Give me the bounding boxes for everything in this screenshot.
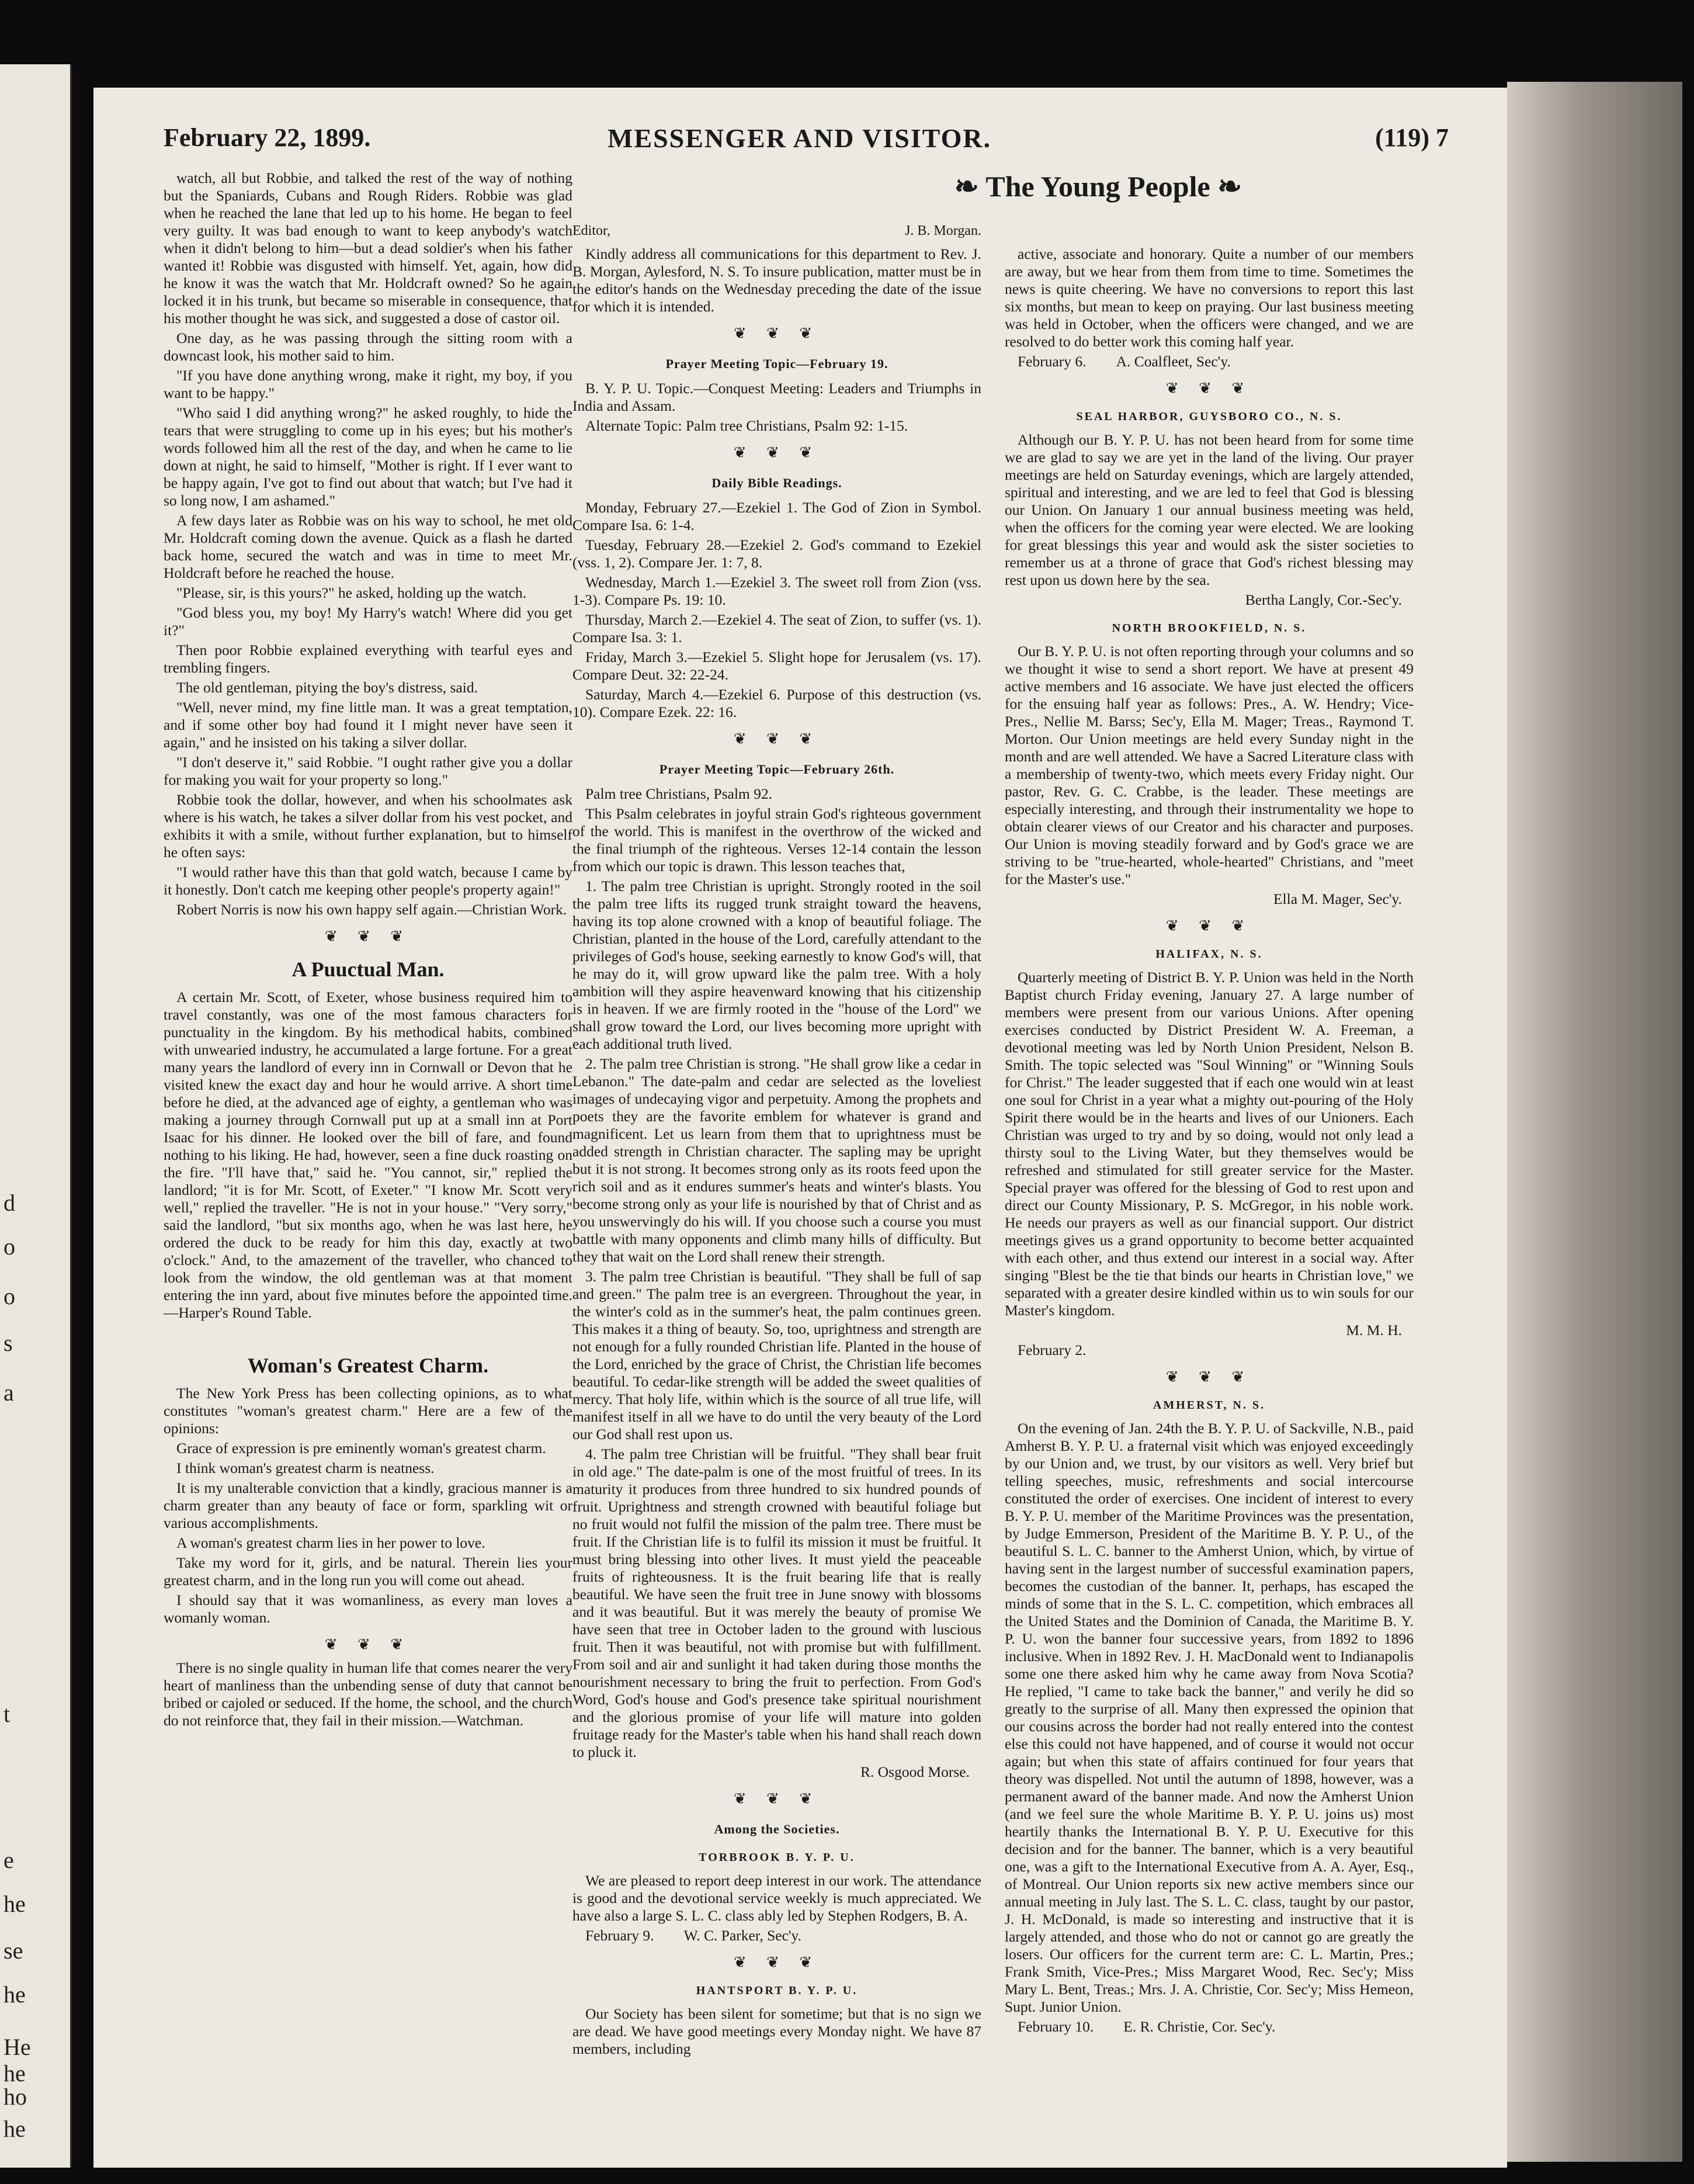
paragraph: Robert Norris is now his own happy self again.—Christian Work. — [176, 901, 567, 918]
section-heading: Prayer Meeting Topic—February 26th. — [659, 762, 895, 776]
section-heading: Prayer Meeting Topic—February 19. — [665, 356, 888, 371]
section-title: ❧ The Young People ❧ — [954, 170, 1242, 203]
fragment: he — [4, 2116, 26, 2142]
paragraph: B. Y. P. U. Topic.—Conquest Meeting: Leaders and Triumphs in India and Assam. — [572, 380, 981, 414]
fragment: e — [4, 1847, 14, 1873]
paragraph: "I would rather have this than that gold watch, because I came by it honestly. Don't catch me keeping other people's property again!" — [164, 864, 572, 898]
paragraph: A certain Mr. Scott, of Exeter, whose business required him to travel constantly, was one of the most famous characters for punctuality in the kingdom. By his methodical habits, combined with unwearied industry, he accumulated a large fortune. For a great many years the landlord of every inn in Cornwall or Devon that he visited knew the exact day and hour he would arrive. A short time before he died, at the advanced age of eighty, a gentleman who was making a journey through Cornwall put up at a small inn at Port Isaac for his dinner. He looked over the bill of fare, and found nothing to his liking. He had, however, seen a fine duck roasting on the fire. "I'll have that," said he. "You cannot, sir," replied the landlord; "it is for Mr. Scott, of Exeter." "I know Mr. Scott very well," replied the traveller. "He is not in your house." "Very sorry," said the landlord, "but six months ago, when he was last here, he ordered the duck to be ready for him this day, exactly at two o'clock." And, to the amazement of the traveller, who chanced to look from the window, the old gentleman was at that moment entering the inn yard, about five minutes before the appointed time.—Harper's Round Table. — [164, 989, 572, 1321]
society-heading: HALIFAX, N. S. — [1155, 948, 1263, 961]
paragraph: Quarterly meeting of District B. Y. P. Union was held in the North Baptist church Friday evening, January 27. A large number of members were present from our various Unions. After opening exercises conducted by District President W. A. Freeman, a devotional meeting was led by North Union President, Nelson B. Smith. The topic selected was "Soul Winning" or "Winning Souls for Christ." The leader suggested that if each one would win at least one soul for Christ in a year what a mighty out-pouring of the Holy Spirit there would be in the hearts and lives of our Unioners. Each Christian was urged to try and by so doing, would not only lead a thirsty soul to the Living Water, but they themselves would be refreshed and stimulated for still greater service for the Master. Special prayer was offered for the blessing of God to rest upon and direct our County Missionary, P. S. McGregor, in his noble work. He needs our prayers as well as our financial support. Our district meetings gives us a grand opportunity to become better acquainted with each other, and thus extend our interest in a social way. After singing "Blest be the tie that binds our hearts in Christian love," we separated with a greater desire kindled within us to win souls for our Master's kingdom. — [1005, 969, 1414, 1319]
paragraph: "Who said I did anything wrong?" he asked roughly, to hide the tears that were struggling to come up in his eyes; but his mother's words followed him all the rest of the day, and when he came to lie down at night, he said to himself, "Mother is right. If I ever want to be happy again, I've got to find out about that watch; but I've had it so long now, I am ashamed." — [164, 404, 572, 509]
paragraph: Saturday, March 4.—Ezekiel 6. Purpose of this destruction (vs. 10). Compare Ezek. 22: 16. — [572, 686, 981, 720]
ornament-divider: ❦ ❦ ❦ — [733, 730, 821, 747]
paragraph: 3. The palm tree Christian is beautiful. "They shall be full of sap and green." The palm tree is an evergreen. Throughout the year, in the winter's cold as in the summer's heat, the palm continues green. This makes it a thing of beauty. So, too, uprightness and strength are not enough for a fully rounded Christian life. Planted in the house of the Lord, enriched by the grace of Christ, the Christian life becomes beautiful. To cedar-like strength will be added the sweet qualities of mercy. That holy life, within which is the source of all true life, will manifest itself in all we have to do until the very beauty of the Lord our God shall rest upon us. — [572, 1268, 981, 1443]
society-heading: SEAL HARBOR, GUYSBORO CO., N. S. — [1076, 410, 1342, 423]
article-title: Woman's Greatest Charm. — [247, 1354, 489, 1377]
ornament-divider: ❦ ❦ ❦ — [324, 1636, 412, 1653]
signature: Ella M. Mager, Sec'y. — [1273, 890, 1402, 907]
paper-title: MESSENGER AND VISITOR. — [608, 123, 992, 153]
paragraph: Take my word for it, girls, and be natural. Therein lies your greatest charm, and in the long run you will come out ahead. — [164, 1554, 572, 1589]
book-spine — [1507, 82, 1682, 2162]
paragraph: Robbie took the dollar, however, and when his schoolmates ask where is his watch, he takes a silver dollar from his vest pocket, and exhibits it with a smile, without further explanation, but to himself he often says: — [164, 791, 572, 861]
paragraph: It is my unalterable conviction that a kindly, gracious manner is a charm greater than any beauty of face or form, sparkling wit or various accomplishments. — [164, 1479, 572, 1531]
paragraph: Alternate Topic: Palm tree Christians, Psalm 92: 1-15. — [585, 417, 908, 434]
paragraph: I should say that it was womanliness, as every man loves a womanly woman. — [164, 1592, 572, 1626]
fragment: d — [4, 1190, 15, 1216]
paragraph: Wednesday, March 1.—Ezekiel 3. The sweet roll from Zion (vss. 1-3). Compare Ps. 19: 10. — [572, 574, 981, 608]
dateline: February 6. A. Coalfleet, Sec'y. — [1018, 353, 1231, 370]
paragraph: Friday, March 3.—Ezekiel 5. Slight hope for Jerusalem (vs. 17). Compare Deut. 32: 22-24. — [572, 649, 981, 683]
society-heading: TORBROOK B. Y. P. U. — [699, 1851, 855, 1864]
signature: M. M. H. — [1346, 1322, 1402, 1339]
article-title: A Puuctual Man. — [291, 958, 445, 981]
fragment: s — [4, 1330, 13, 1356]
paragraph: Although our B. Y. P. U. has not been heard from for some time we are glad to say we are yet in the land of the living. Our prayer meetings are held on Saturday evenings, which are largely attended, spiritual and interesting, and we are led to feel that God is blessing our Union. On January 1 our annual business meeting was held, when the officers for the coming year were elected. We are looking for great blessings this year and would ask the sister societies to remember us at a throne of grace that God's richest blessing may rest upon us down here by the sea. — [1005, 431, 1414, 588]
paragraph: 1. The palm tree Christian is upright. Strongly rooted in the soil the palm tree lifts its rugged trunk straight toward the heavens, having its top alone crowned with a knop of beautiful foliage. The Christian, planted in the house of the Lord, carefully attendant to the privileges of God's house, seeking earnestly to know God's will, that he may do it, will grow upward like the palm tree. With a holy ambition will they aspire heavenward knowing that his citizenship is in heaven. If we are firmly rooted in the "house of the Lord" we shall grow toward the Lord, our lives becoming more upright with each additional truth lived. — [572, 878, 981, 1052]
fragment: he — [4, 1891, 26, 1917]
paragraph: watch, all but Robbie, and talked the rest of the way of nothing but the Spaniards, Cubans and Rough Riders. Robbie was glad when he reached the lane that led up to his home. He began to feel very guilty. It was bad enough to want to keep anybody's watch when it didn't belong to him—but a dead soldier's when his father wanted it! Robbie was disgusted with himself. Yet, again, how did he know it was the watch that Mr. Holdcraft owned? So he again locked it in his trunk, but became so miserable in consequence, that his mother thought he was sick, and suggested a dose of castor oil. — [164, 169, 572, 327]
fragment: o — [4, 1233, 15, 1260]
column-3 — [1005, 245, 1414, 2038]
paragraph: The New York Press has been collecting opinions, as to what constitutes "woman's greatest charm." Here are a few of the opinions: — [164, 1385, 572, 1437]
editor-label: Editor, — [572, 223, 611, 238]
ornament-divider: ❦ ❦ ❦ — [733, 325, 821, 342]
society-heading: HANTSPORT B. Y. P. U. — [696, 1984, 858, 1997]
paragraph: Our Society has been silent for sometime; but that is no sign we are dead. We have good meetings every Monday night. We have 87 members, including — [572, 2005, 981, 2057]
editor-line — [572, 222, 981, 240]
signature: R. Osgood Morse. — [860, 1763, 970, 1780]
page-number: (119) 7 — [1375, 123, 1449, 152]
ornament-divider: ❦ ❦ ❦ — [733, 1954, 821, 1971]
paragraph: The old gentleman, pitying the boy's distress, said. — [176, 679, 478, 696]
paragraph: Thursday, March 2.—Ezekiel 4. The seat of Zion, to suffer (vs. 1). Compare Isa. 3: 1. — [572, 611, 981, 646]
fragment: o — [4, 1283, 15, 1309]
ornament-divider: ❦ ❦ ❦ — [733, 1790, 821, 1807]
paragraph: I think woman's greatest charm is neatness. — [176, 1460, 435, 1476]
section-heading: Daily Bible Readings. — [711, 476, 842, 490]
ornament-divider: ❦ ❦ ❦ — [1165, 380, 1253, 397]
fragment: ho — [4, 2084, 27, 2110]
editor-name: J. B. Morgan. — [905, 223, 981, 238]
section-heading: Among the Societies. — [714, 1822, 840, 1836]
paragraph: There is no single quality in human life that comes nearer the very heart of manliness than the unbending sense of duty that cannot be bribed or cajoled or seduced. If the home, the school, and the church do not reinforce that, they fail in their mission.—Watchman. — [164, 1659, 572, 1729]
paragraph: active, associate and honorary. Quite a number of our members are away, but we hear from them from time to time. Sometimes the news is quite cheering. We have no conversions to report this last six months, but mean to keep on praying. Our last business meeting was held in October, when the officers were changed, and we are resolved to do better work this coming half year. — [1005, 245, 1414, 350]
paragraph: "Please, sir, is this yours?" he asked, holding up the watch. — [176, 584, 527, 601]
ornament-divider: ❦ ❦ ❦ — [1165, 917, 1253, 934]
adjacent-page-sliver — [0, 64, 72, 2168]
paragraph: "Well, never mind, my fine little man. It was a great temptation, and if some other boy had found it I might never have seen it again," and he insisted on his taking a silver dollar. — [164, 699, 572, 751]
ornament-divider: ❦ ❦ ❦ — [324, 928, 412, 945]
dateline: February 2. — [1018, 1341, 1086, 1358]
fragment: he — [4, 1981, 26, 2008]
paragraph: Our B. Y. P. U. is not often reporting through your columns and so we thought it wise to send a short report. We have at present 49 active members and 16 associate. We have just elected the officers for the ensuing half year as follows: Pres., A. W. Hendry; Vice-Pres., Nellie M. Barss; Sec'y, Ella M. Mager; Treas., Raymond T. Morton. Our Union meetings are held every Sunday night in the month and are well attended. We have a Sacred Literature class with a membership of twenty-two, which meets every Friday night. Our pastor, Rev. G. C. Crabbe, is the leader. These meetings are especially interesting, and through their instrumentality we hope to obtain clearer views of our Creator and his character and purposes. Our Union is moving steadily forward and by God's grace we are striving to be "true-hearted, whole-hearted" Christians, and "meet for the Master's use." — [1005, 643, 1414, 888]
column-2 — [572, 169, 981, 2060]
paragraph: "God bless you, my boy! My Harry's watch! Where did you get it?" — [164, 604, 572, 639]
fragment: He — [4, 2034, 31, 2060]
page-header — [164, 123, 1449, 158]
paragraph: Tuesday, February 28.—Ezekiel 2. God's command to Ezekiel (vss. 1, 2). Compare Jer. 1: 7, 8. — [572, 536, 981, 571]
society-heading: AMHERST, N. S. — [1153, 1399, 1266, 1412]
paragraph: Grace of expression is pre eminently woman's greatest charm. — [176, 1440, 546, 1457]
dateline: February 10. E. R. Christie, Cor. Sec'y. — [1018, 2018, 1276, 2035]
column-1 — [164, 169, 572, 1732]
dateline: February 9. W. C. Parker, Sec'y. — [585, 1927, 801, 1944]
paragraph: We are pleased to report deep interest in our work. The attendance is good and the devotional service weekly is much appreciated. We have also a large S. L. C. class ably led by Stephen Rodgers, B. A. — [572, 1872, 981, 1924]
paragraph: Kindly address all communications for this department to Rev. J. B. Morgan, Aylesford, N. S. To insure publication, matter must be in the editor's hands on the Wednesday preceding the date of the issue for which it is intended. — [572, 245, 981, 315]
paragraph: On the evening of Jan. 24th the B. Y. P. U. of Sackville, N.B., paid Amherst B. Y. P. U. a fraternal visit which was enjoyed exceedingly by our Union and, we trust, by our visitors as well. Very brief but telling speeches, music, refreshments and social intercourse constituted the order of exercises. One incident of interest to every B. Y. P. U. member of the Maritime Provinces was the presentation, by Judge Emmerson, President of the Maritime B. Y. P. U., of the beautiful S. L. C. banner to the Amherst Union, which, by virtue of having sent in the largest number of successful examination papers, becomes the custodian of the banner. It, perhaps, has escaped the minds of some that in the S. L. C. competition, which embraces all the United States and the Dominion of Canada, the Maritime B. Y. P. U. won the banner four successive years, from 1892 to 1896 inclusive. When in 1892 Rev. J. H. MacDonald went to Indianapolis some one there asked him why he came away from Nova Scotia? He replied, "I came to take back the banner," and verily he did so greatly to the surprise of all. Many then expressed the opinion that our cousins across the border had not really entered into the contest else this could not have happened, and of course it would not occur again; but when this state of affairs continued for four years that theory was dispelled. Not until the autumn of 1898, however, was a permanent award of the banner made. And now the Amherst Union (and we feel sure the whole Maritime B. Y. P. U. joins us) most heartily thanks the International B. Y. P. U. Executive for this decision and for the banner. The banner, which is a very beautiful one, was a gift to the International Executive from A. A. Ayer, Esq., of Montreal. Our Union reports six new active members since our annual meeting in July last. The S. L. C. class, taught by our pastor, J. H. McDonald, is made so interesting and instructive that it is largely attended, and those who do not or cannot go are greatly the losers. Our officers for the current term are: C. L. Martin, Pres.; Frank Smith, Vice-Pres.; Miss Margaret Wood, Rec. Sec'y; Miss Mary L. Bent, Treas.; Mrs. J. A. Christie, Cor. Sec'y; Miss Hemeon, Supt. Junior Union. — [1005, 1420, 1414, 2015]
paragraph: 2. The palm tree Christian is strong. "He shall grow like a cedar in Lebanon." The date-palm and cedar are selected as the loveliest images of undecaying vigor and perpetuity. Among the prophets and poets they are the favorite emblem for whatever is grand and magnificent. Let us learn from them that to uprightness must be added strength in Christian character. The sapling may be upright but it is not strong. It becomes strong only as its roots feed upon the rich soil and as it endures summer's heats and winter's blasts. You become strong only as your life is nourished by that of Christ and as you unswervingly do his will. If you choose such a course you must battle with many opponents and climb many hills of difficulty. But they that wait on the Lord shall renew their strength. — [572, 1055, 981, 1265]
newspaper-page — [93, 88, 1507, 2168]
fragment: he — [4, 2060, 26, 2086]
fragment: se — [4, 1937, 23, 1964]
ornament-divider: ❦ ❦ ❦ — [733, 444, 821, 461]
paragraph: "If you have done anything wrong, make it right, my boy, if you want to be happy." — [164, 367, 572, 401]
paragraph: 4. The palm tree Christian will be fruitful. "They shall bear fruit in old age." The date-palm is one of the most fruitful of trees. In its maturity it produces from three hundred to six hundred pounds of fruit. Uprightness and strength crowned with beautiful foliage but no fruit would not fulfil the mission of the palm tree. There must be fruit. If the Christian life is to fulfil its mission it must be fruitful. It must bring blessing into other lives. It must yield the peaceable fruits of righteousness. It is the fruit bearing life that is really beautiful. We have seen the fruit tree in June snowy with blossoms and it was beautiful. But it was merely the beauty of promise We have seen that tree in October laden to the ground with luscious fruit. Then it was beautiful, not with promise but with fulfillment. From soil and air and sunlight it had taken during those months the nourishment necessary to bring the fruit to perfection. From God's Word, God's house and God's presence take spiritual nourishment and the glorious promise of your life will mature into golden fruitage ready for the Master's table when his hand shall reach down to pluck it. — [572, 1445, 981, 1760]
ornament-divider: ❦ ❦ ❦ — [1165, 1368, 1253, 1385]
paragraph: A few days later as Robbie was on his way to school, he met old Mr. Holdcraft coming down the avenue. Quick as a flash he darted back home, secured the watch and was in time to meet Mr. Holdcraft before he reached the house. — [164, 512, 572, 581]
paragraph: Then poor Robbie explained everything with tearful eyes and trembling fingers. — [164, 642, 572, 676]
signature: Bertha Langly, Cor.-Sec'y. — [1245, 591, 1402, 608]
paragraph: Palm tree Christians, Psalm 92. — [585, 785, 773, 802]
society-heading: NORTH BROOKFIELD, N. S. — [1112, 622, 1307, 635]
paragraph: Monday, February 27.—Ezekiel 1. The God of Zion in Symbol. Compare Isa. 6: 1-4. — [572, 499, 981, 533]
issue-date: February 22, 1899. — [164, 123, 371, 152]
fragment: a — [4, 1379, 14, 1406]
paragraph: One day, as he was passing through the sitting room with a downcast look, his mother said to him. — [164, 330, 572, 364]
paragraph: This Psalm celebrates in joyful strain God's righteous government of the world. This is manifest in the overthrow of the wicked and the final triumph of the righteous. Verses 12-14 contain the lesson from which our topic is drawn. This lesson teaches that, — [572, 805, 981, 875]
paragraph: A woman's greatest charm lies in her power to love. — [176, 1534, 485, 1551]
paragraph: "I don't deserve it," said Robbie. "I ought rather give you a dollar for making you wait for your property so long." — [164, 754, 572, 788]
fragment: t — [4, 1701, 11, 1727]
